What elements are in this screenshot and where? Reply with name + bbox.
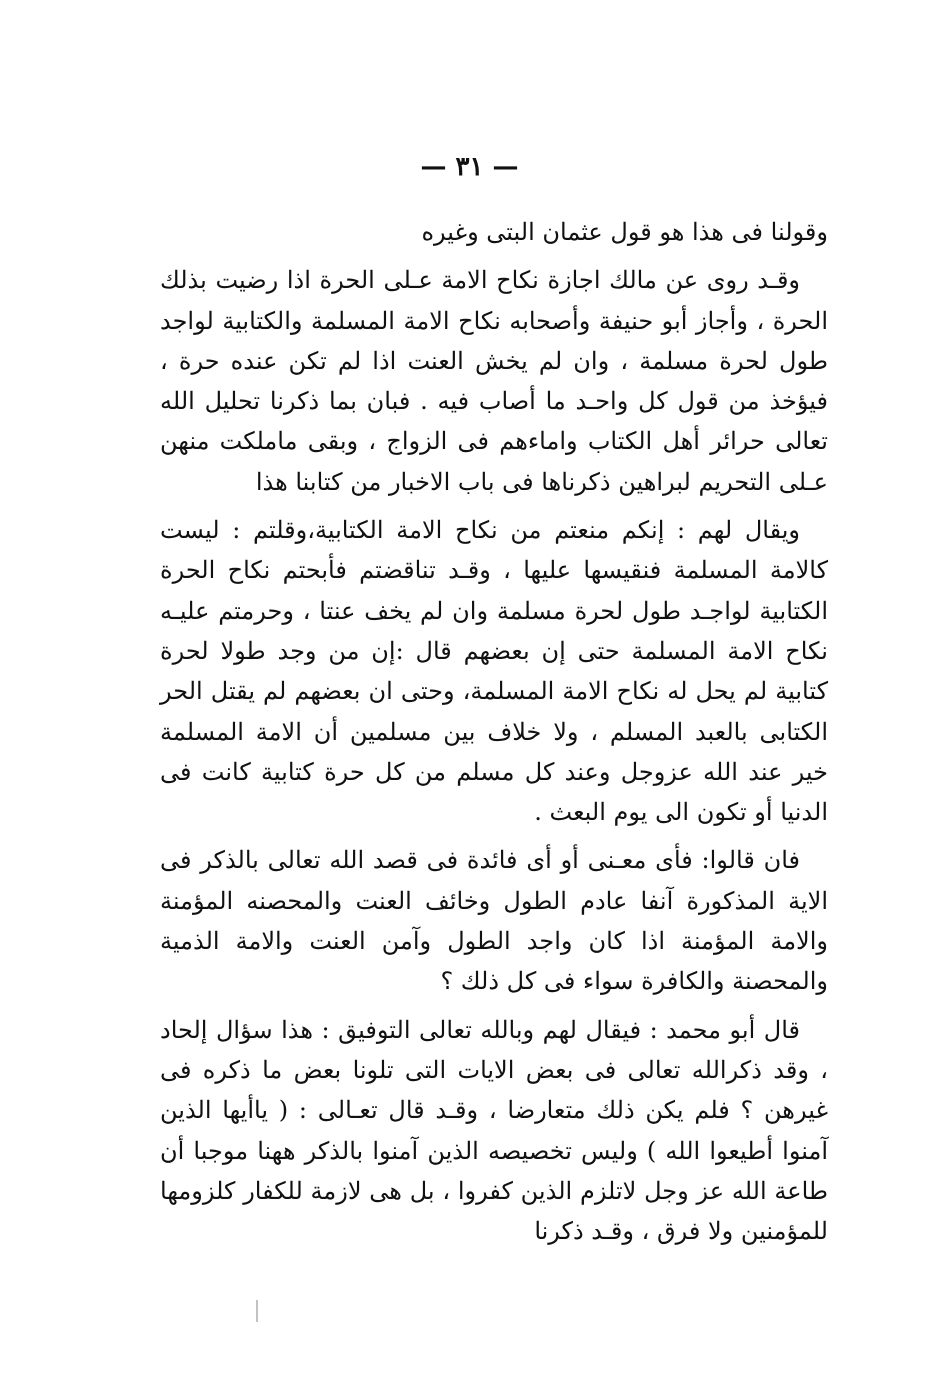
scan-artifact-mark	[256, 1300, 258, 1322]
paragraph-5: قال أبو محمد : فيقال لهم وبالله تعالى التوفيق : هذا سؤال إلحاد ، وقد ذكرالله تعالى فى بعض الايات التى تلونا بعض ما ذكره فى غيرهن ؟ فلم يكن ذلك متعارضا ، وقـد قال تعـالى : ( ياأيها الذين آمنوا أطيعوا الله ) وليس تخصيصه الذين آمنوا بالذكر ههنا موجبا أن طاعة الله عز وجل لاتلزم الذين كفروا ، بل هى لازمة للكفار كلزومها للمؤمنين ولا فرق ، وقـد ذكرنا	[160, 1015, 828, 1246]
body-text	[160, 212, 828, 1251]
paragraph-3: ويقال لهم : إنكم منعتم من نكاح الامة الكتابية،وقلتم : ليست كالامة المسلمة فنقيسها عليها ، وقـد تناقضتم فأبحتم نكاح الحرة الكتابية لواجـد طول لحرة مسلمة وان لم يخف عنتا ، وحرمتم عليـه نكاح الامة المسلمة حتى إن بعضهم قال :إن من وجد طولا لحرة كتابية لم يحل له نكاح الامة المسلمة، وحتى ان بعضهم لم يقتل الحر الكتابى بالعبد المسلم ، ولا خلاف بين مسلمين أن الامة المسلمة خير عند الله عزوجل وعند كل مسلم من كل حرة كتابية كانت فى الدنيا أو تكون الى يوم البعث .	[160, 516, 828, 827]
paragraph-2: وقـد روى عن مالك اجازة نكاح الامة عـلى الحرة اذا رضيت بذلك الحرة ، وأجاز أبو حنيفة وأصحابه نكاح الامة المسلمة والكتابية لواجد طول لحرة مسلمة ، وان لم يخش العنت اذا لم تكن عنده حرة ، فيؤخذ من قول كل واحـد ما أصاب فيه . فبان بما ذكرنا تحليل الله تعالى حرائر أهل الكتاب واماءهم فى الزواج ، وبقى ماملكت منهن عـلى التحريم لبراهين ذكرناها فى باب الاخبار من كتابنا هذا	[160, 266, 828, 496]
paragraph-4: فان قالوا: فأى معـنى أو أى فائدة فى قصد الله تعالى بالذكر فى الاية المذكورة آنفا عادم الطول وخائف العنت والمحصنه المؤمنة والامة المؤمنة اذا كان واجد الطول وآمن العنت والامة الذمية والمحصنة والكافرة سواء فى كل ذلك ؟	[160, 846, 828, 996]
page-number: — ٣١ —	[420, 152, 519, 182]
paragraph-1: وقولنا فى هذا هو قول عثمان البتى وغيره	[421, 218, 828, 246]
